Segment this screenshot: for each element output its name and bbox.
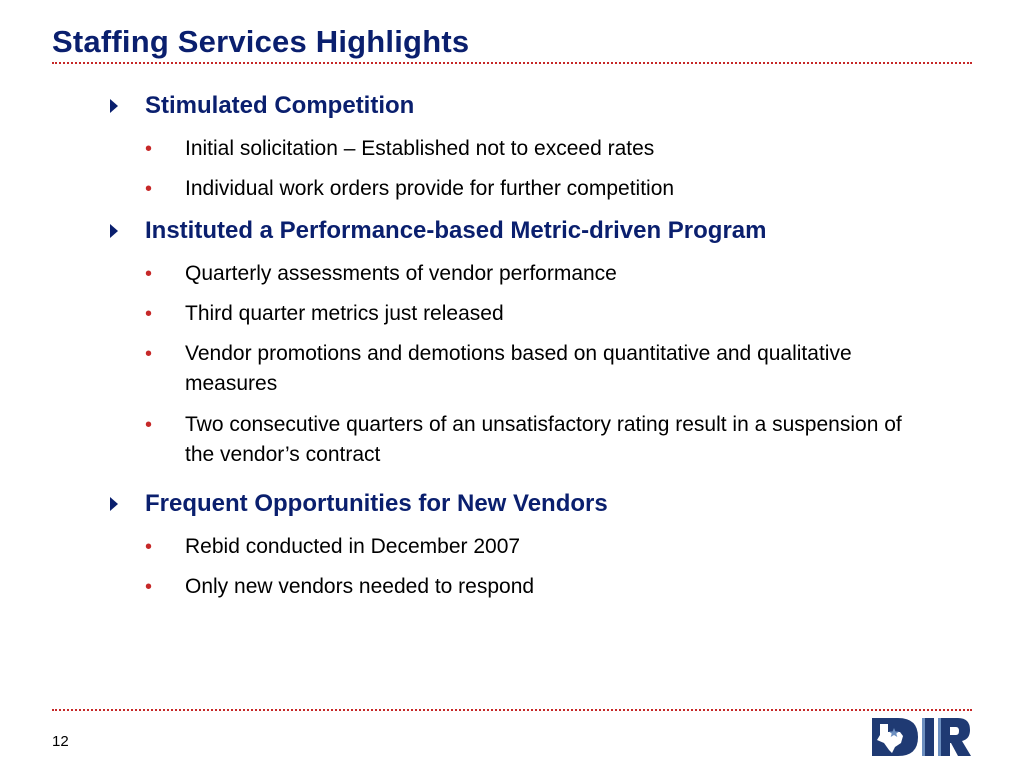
bullet-text: Quarterly assessments of vendor performance: [185, 262, 617, 285]
section-new-vendors: [110, 490, 970, 598]
section-heading: [110, 490, 970, 520]
bullet-text: Rebid conducted in December 2007: [185, 535, 521, 558]
dir-logo-icon: [870, 716, 972, 758]
bullet-text: Only new vendors needed to respond: [185, 575, 535, 598]
section-heading: [110, 217, 970, 247]
bullet-dot-icon: •: [145, 536, 153, 558]
triangle-right-icon: [110, 497, 118, 511]
section-stimulated-competition: [110, 92, 970, 200]
bullet-text: Third quarter metrics just released: [185, 302, 504, 325]
bullet-text: Vendor promotions and demotions based on quantitative and qualitative measures: [185, 342, 852, 395]
triangle-right-icon: [110, 224, 118, 238]
bullet-dot-icon: •: [145, 414, 153, 436]
bullet-text: Two consecutive quarters of an unsatisfactory rating result in a suspension of the vendor’s contract: [185, 413, 902, 466]
bullet-text: Individual work orders provide for further competition: [185, 177, 675, 200]
bullet-dot-icon: •: [145, 178, 153, 200]
triangle-right-icon: [110, 99, 118, 113]
footer-divider: [52, 709, 972, 711]
section-heading-label: Instituted a Performance-based Metric-driven Program: [145, 217, 767, 244]
bullet-dot-icon: •: [145, 576, 153, 598]
bullet-dot-icon: •: [145, 138, 153, 160]
bullet-dot-icon: •: [145, 303, 153, 325]
section-heading-label: Stimulated Competition: [145, 92, 415, 119]
section-heading: [110, 92, 970, 122]
bullet-dot-icon: •: [145, 263, 153, 285]
section-performance-program: [110, 217, 970, 466]
bullet-dot-icon: •: [145, 343, 153, 365]
slide-title: Staffing Services Highlights: [52, 24, 470, 59]
section-heading-label: Frequent Opportunities for New Vendors: [145, 490, 608, 517]
page-number: 12: [52, 733, 69, 750]
bullet-text: Initial solicitation – Established not to exceed rates: [185, 137, 655, 160]
